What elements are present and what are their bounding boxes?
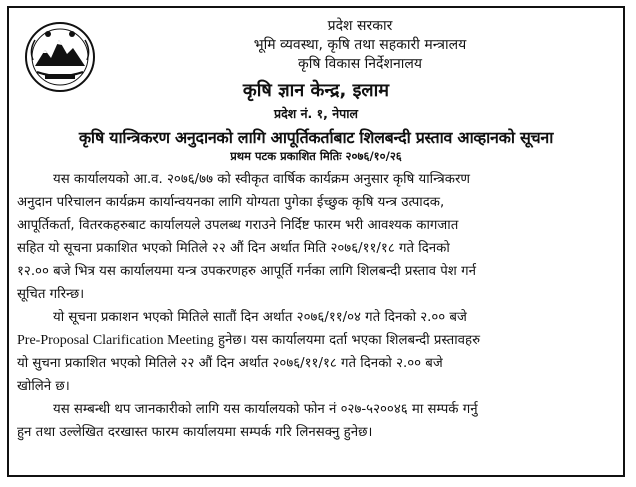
header-government: प्रदेश सरकार [327,18,393,34]
paragraph-1-line: सूचित गरिन्छ। [17,287,85,302]
paragraph-1-line: सहित यो सूचना प्रकाशित भएको मितिले २२ औं दिन अर्थात मिति २०७६/११/१८ गते दिनको [17,241,450,256]
paragraph-2-line: यो सूचना प्रकाशन भएको मितिले सातौं दिन अर्थात २०७६/११/०४ गते दिनको २.०० बजे [53,310,467,325]
notice-publish-date: प्रथम पटक प्रकाशित मितिः २०७६/१०/२६ [230,149,402,163]
paragraph-2-line-rest: हुनेछ। यस कार्यालयमा दर्ता भएका शिलबन्दी प्रस्तावहरु [213,333,481,348]
paragraph-1-line: अनुदान परिचालन कार्यक्रम कार्यान्वयनका लागि योग्यता पुगेका ईच्छुक कृषि यन्त्र उत्पादक, [17,195,445,210]
paragraph-1-line: १२.०० बजे भित्र यस कार्यालयमा यन्त्र उपकरणहरु आपूर्ति गर्नका लागि शिलबन्दी प्रस्ताव पेश गर्न [17,264,476,279]
paragraph-3-line: हुन तथा उल्लेखित दरखास्त फारम कार्यालयमा सम्पर्क गरि लिनसक्नु हुनेछ। [17,425,373,440]
header-province: प्रदेश नं. १, नेपाल [274,106,358,121]
header-ministry: भूमि व्यवस्था, कृषि तथा सहकारी मन्त्रालय [253,37,467,53]
notice-frame [7,6,625,477]
paragraph-3-line: यस सम्बन्धी थप जानकारीको लागि यस कार्यालयको फोन नं ०२७-५२००४६ मा सम्पर्क गर्नु [53,402,478,417]
paragraph-2-line: यो सुचना प्रकाशित भएको मितिले २२ औं दिन अर्थात २०७६/११/१८ गते दिनको २.०० बजे [17,356,443,371]
notice-body [17,168,615,444]
header-directorate: कृषि विकास निर्देशनालय [298,56,422,72]
meeting-name: Pre-Proposal Clarification Meeting [17,333,214,348]
notice-title: कृषि यान्त्रिकरण अनुदानको लागि आपूर्तिकर्ताबाट शिलबन्दी प्रस्ताव आव्हानको सूचना [78,128,554,147]
paragraph-1-line: यस कार्यालयको आ.व. २०७६/७७ को स्वीकृत वार्षिक कार्यक्रम अनुसार कृषि यान्त्रिकरण [53,172,471,187]
paragraph-2-line: खोलिने छ। [17,379,70,394]
paragraph-1-line: आपूर्तिकर्ता, वितरकहरुबाट कार्यालयले उपलब्ध गराउने निर्दिष्ट फारम भरी आवश्यक कागजात [17,218,459,233]
header-office-name: कृषि ज्ञान केन्द्र, इलाम [242,80,390,101]
paragraph-2-line [17,329,615,352]
